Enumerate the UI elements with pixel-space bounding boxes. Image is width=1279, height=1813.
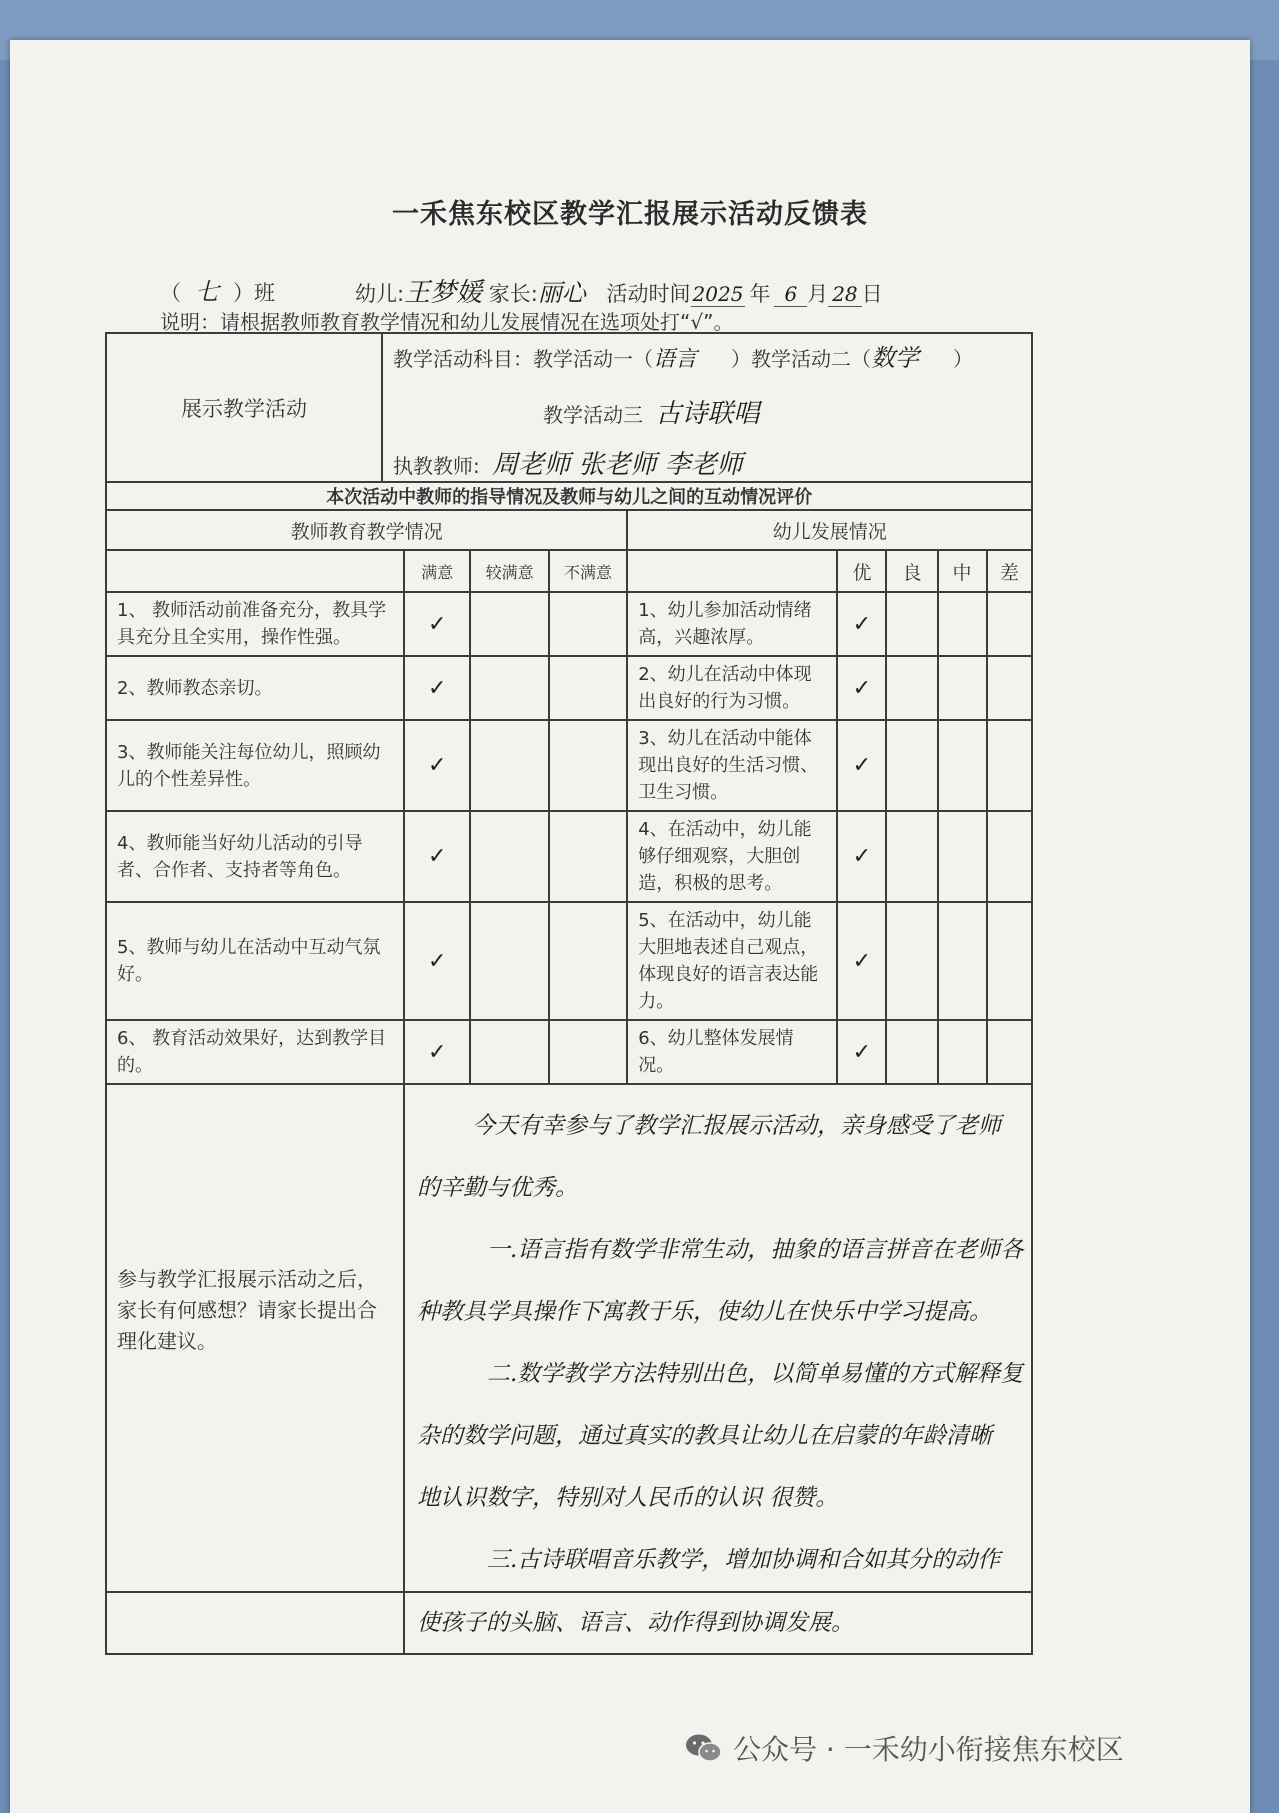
feedback-line-2: 的辛勤与优秀。 — [417, 1175, 578, 1201]
check-mark: ✓ — [837, 656, 886, 720]
child-criterion-4: 4、在活动中，幼儿能够仔细观察，大胆创造，积极的思考。 — [627, 811, 837, 902]
activities-row — [106, 333, 1032, 482]
activity-day: 28 — [828, 282, 861, 307]
feedback-line-3: 一.语言指有数学非常生动，抽象的语言拼音在老师各 — [487, 1237, 1024, 1263]
teacher-criterion-1: 1、 教师活动前准备充分，教具学具充分且全实用，操作性强。 — [106, 592, 404, 656]
table-row — [106, 592, 1032, 656]
child-criterion-6: 6、幼儿整体发展情况。 — [627, 1020, 837, 1084]
teacher-section-heading: 教师教育教学情况 — [106, 510, 627, 550]
evaluation-heading: 本次活动中教师的指导情况及教师与幼儿之间的互动情况评价 — [106, 482, 1032, 510]
activity3-value: 古诗联唱 — [655, 399, 760, 429]
teacher-criterion-2: 2、教师教态亲切。 — [106, 656, 404, 720]
parent-name: 丽心 — [537, 279, 586, 307]
check-mark: ✓ — [404, 1020, 470, 1084]
col-unsatisfied: 不满意 — [549, 550, 627, 592]
feedback-line-1: 今天有幸参与了教学汇报展示活动，亲身感受了老师 — [472, 1113, 1001, 1139]
teacher-criterion-3: 3、教师能关注每位幼儿，照顾幼儿的个性差异性。 — [106, 720, 404, 811]
child-name: 王梦媛 — [404, 278, 483, 308]
check-mark: ✓ — [404, 656, 470, 720]
rating-header-row — [106, 550, 1032, 592]
table-row — [106, 811, 1032, 902]
check-mark: ✓ — [837, 720, 886, 811]
form-title: 一禾焦东校区教学汇报展示活动反馈表 — [392, 199, 868, 230]
check-mark: ✓ — [404, 902, 470, 1020]
check-mark: ✓ — [404, 720, 470, 811]
feedback-table — [105, 332, 1033, 1655]
check-mark: ✓ — [404, 811, 470, 902]
col-excellent: 优 — [837, 550, 886, 592]
feedback-line-8: 三.古诗联唱音乐教学，增加协调和合如其分的动作 — [487, 1547, 1001, 1573]
watermark — [685, 1728, 1124, 1768]
table-row — [106, 720, 1032, 811]
teachers-value: 周老师 张老师 李老师 — [492, 450, 743, 480]
teacher-criterion-5: 5、教师与幼儿在活动中互动气氛好。 — [106, 902, 404, 1020]
teacher-criterion-4: 4、教师能当好幼儿活动的引导者、合作者、支持者等角色。 — [106, 811, 404, 902]
feedback-answer — [404, 1084, 1032, 1592]
child-section-heading: 幼儿发展情况 — [627, 510, 1032, 550]
feedback-form-paper — [10, 40, 1250, 1813]
child-criterion-3: 3、幼儿在活动中能体现出良好的生活习惯、卫生习惯。 — [627, 720, 837, 811]
watermark-text: 公众号 · 一禾幼小衔接焦东校区 — [733, 1733, 1124, 1766]
activities-detail — [382, 333, 1032, 482]
feedback-question: 参与教学汇报展示活动之后，家长有何感想？请家长提出合理化建议。 — [106, 1084, 404, 1592]
feedback-continuation-row — [106, 1592, 1032, 1654]
check-mark: ✓ — [837, 811, 886, 902]
teacher-criterion-6: 6、 教育活动效果好，达到教学目的。 — [106, 1020, 404, 1084]
feedback-line-6: 杂的数学问题，通过真实的教具让幼儿在启蒙的年龄清晰 — [417, 1423, 992, 1449]
child-criterion-2: 2、幼儿在活动中体现出良好的行为习惯。 — [627, 656, 837, 720]
col-average: 中 — [938, 550, 987, 592]
class-value: 七 — [195, 278, 219, 306]
col-poor: 差 — [987, 550, 1033, 592]
check-mark: ✓ — [837, 1020, 886, 1084]
feedback-line-4: 种教具学具操作下寓教于乐，使幼儿在快乐中学习提高。 — [417, 1299, 992, 1325]
feedback-line-9: 使孩子的头脑、语言、动作得到协调发展。 — [417, 1610, 854, 1636]
table-row — [106, 902, 1032, 1020]
activities-label: 展示教学活动 — [106, 333, 382, 482]
check-mark: ✓ — [404, 592, 470, 656]
check-mark: ✓ — [837, 902, 886, 1020]
check-mark: ✓ — [837, 592, 886, 656]
activity3: 教学活动三 古诗联唱 — [543, 399, 760, 429]
col-good: 良 — [886, 550, 937, 592]
form-instruction: 说明：请根据教师教育教学情况和幼儿发展情况在选项处打“√”。 — [160, 310, 734, 334]
activity-year: 2025 — [692, 282, 744, 306]
activity2-value: 数学 — [871, 344, 920, 372]
feedback-line-5: 二.数学教学方法特别出色，以简单易懂的方式解释复 — [487, 1361, 1024, 1387]
wechat-icon — [685, 1733, 723, 1763]
child-info: 幼儿:王梦媛 家长:丽心 活动时间 2025 年 6 月 28 日 — [355, 278, 883, 308]
activity1-value: 语言 — [653, 347, 698, 372]
child-criterion-1: 1、幼儿参加活动情绪高，兴趣浓厚。 — [627, 592, 837, 656]
child-criterion-5: 5、在活动中，幼儿能大胆地表述自己观点，体现良好的语言表达能力。 — [627, 902, 837, 1020]
feedback-line-7: 地认识数字，特别对人民币的认识 很赞。 — [417, 1485, 839, 1511]
activity-subjects: 教学活动科目：教学活动一（语言 ）教学活动二（数学 ） — [393, 344, 974, 372]
teachers: 执教教师: 周老师 张老师 李老师 — [393, 450, 743, 480]
col-fairly-satisfied: 较满意 — [470, 550, 548, 592]
feedback-row — [106, 1084, 1032, 1592]
class-info: （ 七 ）班 — [160, 278, 275, 306]
table-row — [106, 1020, 1032, 1084]
activity-month: 6 — [774, 282, 807, 307]
col-satisfied: 满意 — [404, 550, 470, 592]
table-row — [106, 656, 1032, 720]
